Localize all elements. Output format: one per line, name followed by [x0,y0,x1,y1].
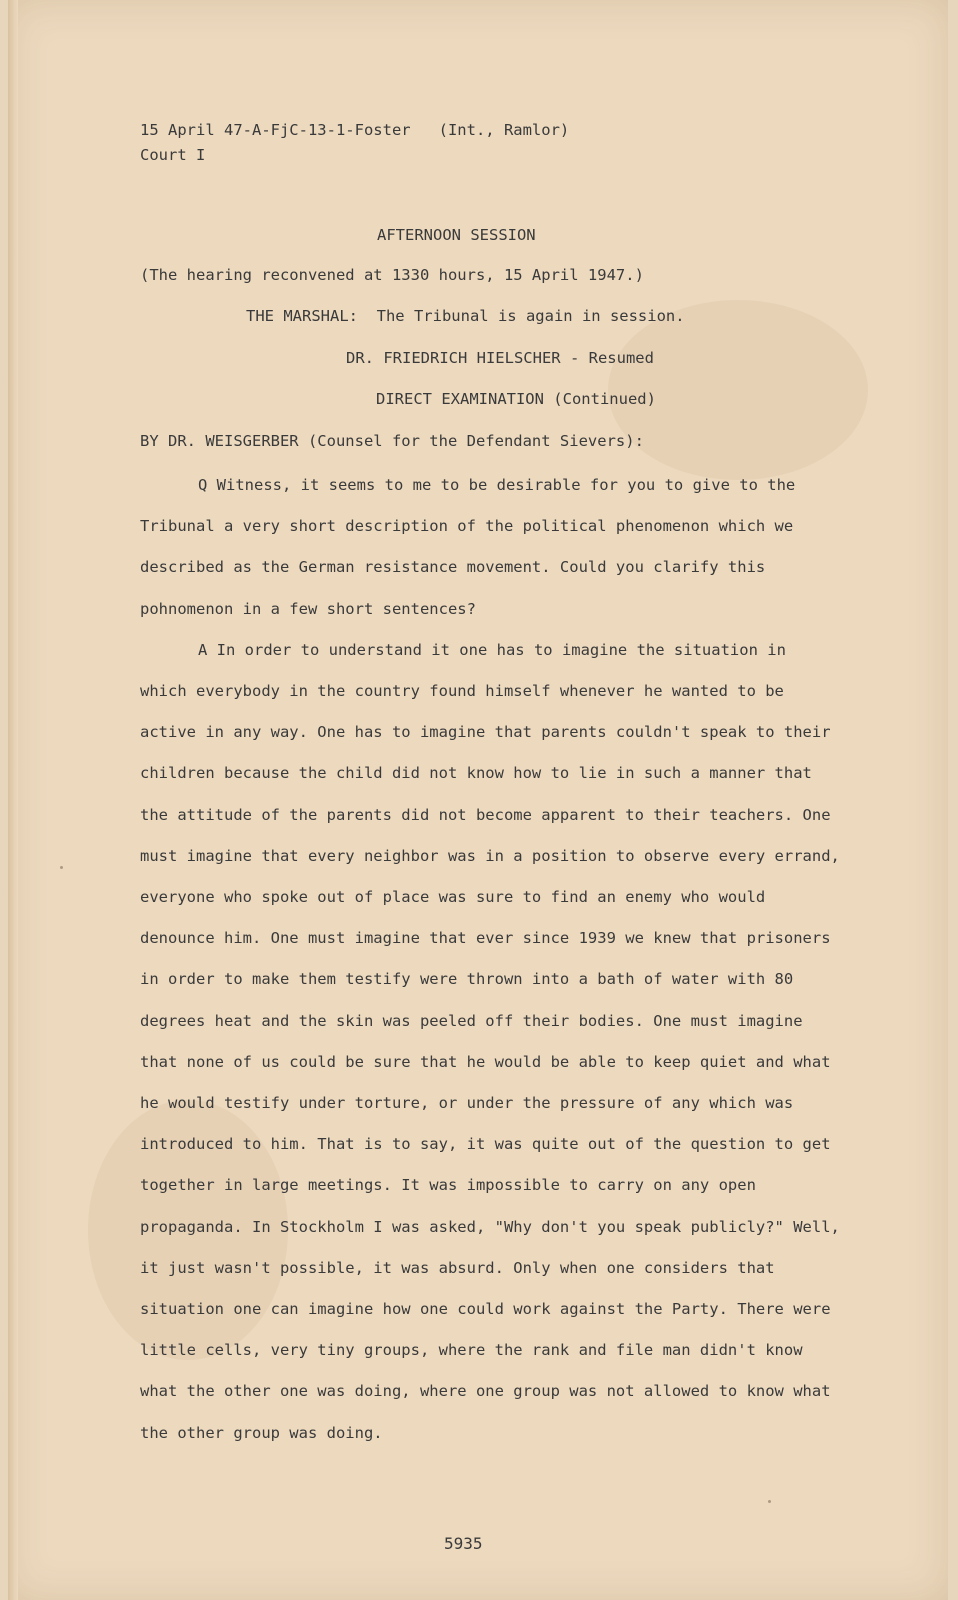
ink-spot [768,1500,771,1503]
witness-line: DR. FRIEDRICH HIELSCHER - Resumed [346,349,654,367]
page-number: 5935 [444,1534,483,1553]
document-header [140,118,569,168]
header-reference-line: 15 April 47-A-FjC-13-1-Foster (Int., Ramlor) [140,121,570,139]
examiner-line: BY DR. WEISGERBER (Counsel for the Defendant Sievers): [140,432,644,450]
reconvened-note: (The hearing reconvened at 1330 hours, 15 April 1947.) [140,266,644,284]
testimony-body [140,465,840,1454]
answer-paragraph: A In order to understand it one has to imagine the situation in which everybody in the country found himself whenever he wanted to be active in any way. One has to imagine that parents couldn't speak to their children because the child did not know how to lie in such a manner that the attitude of the parents did not become apparent to their teachers. One must imagine that every neighbor was in a position to observe every errand, everyone who spoke out of place was sure to find an enemy who would denounce him. One must imagine that ever since 1939 we knew that prisoners in order to make them testify were thrown into a bath of water with 80 degrees heat and the skin was peeled off their bodies. One must imagine that none of us could be sure that he would be able to keep quiet and what he would testify under torture, or under the pressure of any which was introduced to him. That is to say, it was quite out of the question to get together in large meetings. It was impossible to carry on any open propaganda. In Stockholm I was asked, "Why don't you speak publicly?" Well, it just wasn't possible, it was absurd. Only when one considers that situation one can imagine how one could work against the Party. There were little cells, very tiny groups, where the rank and file man didn't know what the other one was doing, where one group was not allowed to know what the other group was doing. [140,640,840,1442]
marshal-statement: THE MARSHAL: The Tribunal is again in session. [246,307,685,325]
session-title: AFTERNOON SESSION [377,226,536,244]
paper-left-edge [8,0,18,1600]
header-court-line: Court I [140,146,206,164]
ink-spot [60,866,63,869]
question-paragraph: Q Witness, it seems to me to be desirable for you to give to the Tribunal a very short description of the political phenomenon which we described as the German resistance movement. Could you clarify this pohnomenon in a few short sentences? [140,476,796,618]
examination-line: DIRECT EXAMINATION (Continued) [376,390,656,408]
